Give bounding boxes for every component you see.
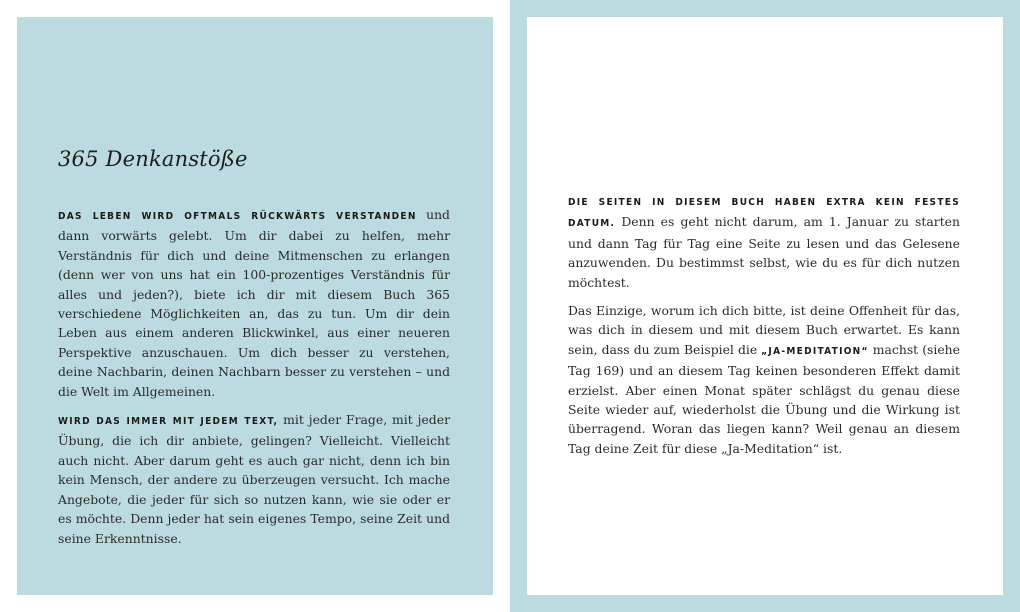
page-heading: 365 Denkanstöße [58,147,248,171]
paragraph-text: Denn es geht nicht darum, am 1. Januar zu starten und dann Tag für Tag eine Seite zu lesen und das Gelesene anzuwenden. Du bestimmst selbst, wie du es für dich nutzen möchtest. [568,214,960,290]
paragraph-lead: WIRD DAS IMMER MIT JEDEM TEXT, [58,416,279,428]
emphasis-term: „JA-MEDITATION“ [761,345,869,357]
right-paragraph-1 [568,191,960,292]
paragraph-text: mit jeder Frage, mit jeder Übung, die ich dir anbiete, gelingen? Vielleicht. Vielleicht auch nicht. Aber darum geht es auch gar nicht, denn ich bin kein Mensch, der andere zu überzeugen versucht. Ich mache Angebote, die jeder für sich so nutzen kann, wie sie oder er es möchte. Denn jeder hat sein eigenes Tempo, seine Zeit und seine Erkenntnisse. [58,412,450,546]
left-text-block [58,205,450,557]
paragraph-text: machst (siehe Tag 169) und an diesem Tag keinen besonderen Effekt damit erzielst. Aber einen Monat später schlägst du genau diese Seite wieder auf, wiederholst die Übung und die Wirkung ist überragend. Woran das liegen kann? Weil genau an diesem Tag deine Zeit für diese „Ja-Meditation“ ist. [568,341,960,456]
right-page [527,17,1003,595]
right-text-block [568,191,960,467]
paragraph-text: Das Einzige, worum ich dich bitte, ist deine Offenheit für das, was dich in diesem und mit diesem Buch erwartet. Es kann sein, dass du zum Beispiel die [568,303,960,357]
paragraph-lead: DAS LEBEN WIRD OFTMALS RÜCKWÄRTS VERSTANDEN [58,211,417,222]
left-paragraph-2 [58,410,450,548]
paragraph-lead: DIE SEITEN IN DIESEM BUCH HABEN EXTRA KEIN FESTES DATUM. [568,197,960,230]
right-page-frame [510,0,1020,612]
left-page [17,17,493,595]
paragraph-text: und dann vorwärts gelebt. Um dir dabei zu helfen, mehr Verständnis für dich und deine Mitmenschen zu erlangen (denn wer von uns hat ein 100-prozentiges Verständnis für alles und jeden?), biete ich dir mit diesem Buch 365 verschiedene Möglichkeiten an, das zu tun. Um dir dein Leben aus einem anderen Blickwinkel, aus einer neueren Perspektive anzuschauen. Um dich besser zu verstehen, deine Nachbarin, deinen Nachbarn besser zu verstehen – und die Welt im Allgemeinen. [58,207,450,399]
right-paragraph-2 [568,301,960,458]
left-paragraph-1 [58,205,450,401]
